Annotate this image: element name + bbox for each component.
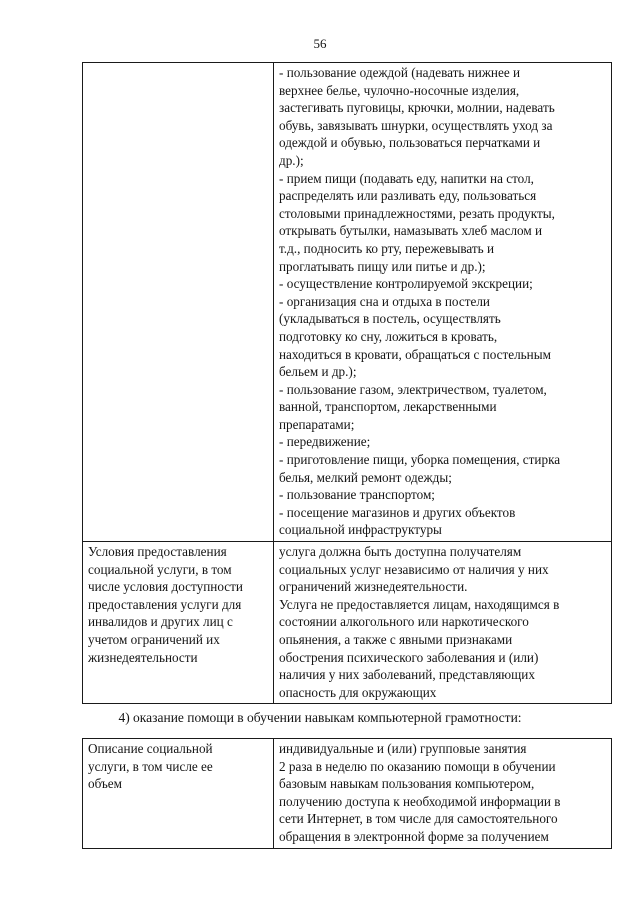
text-line: столовыми принадлежностями, резать продукты, bbox=[279, 205, 555, 221]
text-line: социальных услуг независимо от наличия у них bbox=[279, 561, 549, 577]
text-line: получению доступа к необходимой информации в bbox=[279, 793, 561, 809]
table-row bbox=[83, 63, 612, 542]
text-line: индивидуальные и (или) групповые занятия bbox=[279, 741, 527, 756]
text-line: т.д., подносить ко рту, пережевывать и bbox=[279, 240, 495, 256]
text-line: (укладываться в постель, осуществлять bbox=[279, 311, 501, 327]
text-line: ванной, транспортом, лекарственными bbox=[279, 399, 497, 415]
text-line: - организация сна и отдыха в постели bbox=[279, 293, 490, 309]
text-line: Описание социальной bbox=[88, 741, 213, 756]
text-line: подготовку ко сну, ложиться в кровать, bbox=[279, 328, 498, 344]
text-line: - пользование одеждой (надевать нижнее и bbox=[279, 65, 521, 80]
text-line: др.); bbox=[279, 152, 304, 168]
text-line: услуга должна быть доступна получателям bbox=[279, 544, 522, 560]
text-line: - приготовление пищи, уборка помещения, стирка bbox=[279, 452, 561, 468]
page-number: 56 bbox=[313, 36, 327, 51]
text-line: инвалидов и других лиц с bbox=[88, 614, 233, 630]
text-line: наличия у них заболеваний, представляющих bbox=[279, 667, 535, 683]
section-heading: 4) оказание помощи в обучении навыкам компьютерной грамотности: bbox=[118, 710, 522, 725]
text-line: базовым навыкам пользования компьютером, bbox=[279, 776, 535, 792]
services-table-continued bbox=[82, 62, 612, 704]
text-line: сети Интернет, в том числе для самостоятельного bbox=[279, 811, 558, 827]
text-line: - посещение магазинов и других объектов bbox=[279, 504, 516, 520]
text-line: - пользование газом, электричеством, туалетом, bbox=[279, 381, 547, 397]
row-content-cell bbox=[274, 63, 612, 542]
text-line: учетом ограничений их bbox=[88, 632, 220, 647]
text-line: белья, мелкий ремонт одежды; bbox=[279, 469, 452, 485]
row-content-cell bbox=[274, 739, 612, 849]
table-row bbox=[83, 739, 612, 849]
text-line: обострения психического заболевания и (или) bbox=[279, 649, 539, 665]
text-line: обувь, завязывать шнурки, осуществлять уход за bbox=[279, 117, 553, 133]
text-line: числе условия доступности bbox=[88, 579, 243, 595]
text-line: застегивать пуговицы, крючки, молнии, надевать bbox=[279, 100, 555, 116]
text-line: услуги, в том числе ее bbox=[88, 758, 213, 774]
text-line: объем bbox=[88, 776, 122, 792]
text-line: - осуществление контролируемой экскреции; bbox=[279, 276, 533, 292]
text-line: бельем и др.); bbox=[279, 364, 357, 380]
text-line: состоянии алкогольного или наркотического bbox=[279, 614, 529, 630]
text-line: - пользование транспортом; bbox=[279, 487, 435, 503]
text-line: жизнедеятельности bbox=[88, 649, 198, 665]
text-line: - прием пищи (подавать еду, напитки на стол, bbox=[279, 170, 534, 186]
text-line: предоставления услуги для bbox=[88, 596, 242, 612]
row-label-cell bbox=[83, 542, 274, 704]
text-line: распределять или разливать еду, пользоваться bbox=[279, 188, 537, 204]
text-line: находиться в кровати, обращаться с постельным bbox=[279, 346, 551, 362]
text-line: социальной инфраструктуры bbox=[279, 522, 442, 538]
row-content-cell bbox=[274, 542, 612, 704]
text-line: опьянения, а также с явными признаками bbox=[279, 632, 513, 647]
row-label-cell bbox=[83, 739, 274, 849]
text-line: проглатывать пищу или питье и др.); bbox=[279, 258, 486, 274]
text-line: Условия предоставления bbox=[88, 544, 227, 560]
row-label-cell bbox=[83, 63, 274, 542]
text-line: - передвижение; bbox=[279, 434, 371, 450]
text-line: одеждой и обувью, пользоваться перчатками и bbox=[279, 135, 541, 151]
text-line: открывать бутылки, намазывать хлеб маслом и bbox=[279, 223, 543, 239]
computer-literacy-service-table bbox=[82, 738, 612, 849]
table-row bbox=[83, 542, 612, 704]
text-line: верхнее белье, чулочно-носочные изделия, bbox=[279, 82, 520, 98]
text-line: препаратами; bbox=[279, 416, 355, 432]
text-line: социальной услуги, в том bbox=[88, 561, 232, 577]
text-line: Услуга не предоставляется лицам, находящимся в bbox=[279, 596, 560, 612]
text-line: опасность для окружающих bbox=[279, 684, 437, 700]
text-line: обращения в электронной форме за получением bbox=[279, 828, 549, 844]
text-line: 2 раза в неделю по оказанию помощи в обучении bbox=[279, 758, 556, 774]
text-line: ограничений жизнедеятельности. bbox=[279, 579, 468, 595]
